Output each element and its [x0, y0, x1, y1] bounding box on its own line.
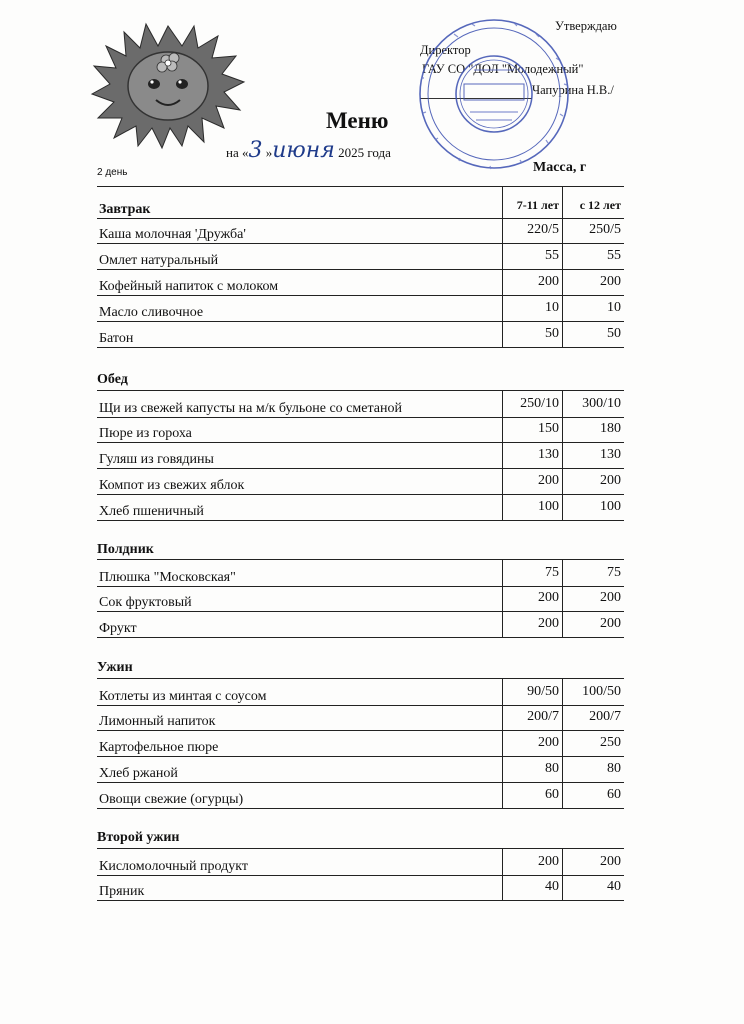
- dish-name: Фрукт: [99, 621, 137, 636]
- dish-name: Щи из свежей капусты на м/к бульоне со сметаной: [99, 401, 402, 416]
- mass-12-plus: 200: [562, 611, 624, 637]
- table-row: [97, 295, 624, 322]
- mass-7-11: 55: [502, 243, 562, 269]
- approval-position: Директор: [420, 43, 471, 57]
- mass-7-11: 75: [502, 560, 562, 586]
- mass-header: Масса, г: [533, 160, 587, 175]
- mass-12-plus: 200/7: [562, 704, 624, 730]
- table-row: [97, 559, 624, 587]
- dish-name: Пюре из гороха: [99, 426, 192, 441]
- date-month: июня: [272, 138, 335, 163]
- mass-7-11: 220/5: [502, 217, 562, 243]
- dish-name: Кофейный напиток с молоком: [99, 279, 279, 294]
- mass-12-plus: 10: [562, 295, 624, 321]
- mass-12-plus: 80: [562, 756, 624, 782]
- mass-7-11: 50: [502, 321, 562, 347]
- section-title-dinner: Ужин: [97, 660, 133, 675]
- mass-12-plus: 100/50: [562, 679, 624, 705]
- table-row: [97, 442, 624, 469]
- table-row: [97, 611, 624, 638]
- table-row: [97, 494, 624, 521]
- section-title-breakfast: Завтрак: [99, 202, 151, 217]
- date-day: 3: [248, 138, 263, 163]
- dish-name: Хлеб ржаной: [99, 766, 178, 781]
- section-title-second-dinner: Второй ужин: [97, 830, 180, 845]
- mass-12-plus: 250: [562, 730, 624, 756]
- mass-7-11: 200/7: [502, 704, 562, 730]
- mass-7-11: 90/50: [502, 679, 562, 705]
- table-row: [97, 321, 624, 348]
- mass-12-plus: 180: [562, 416, 624, 442]
- mass-7-11: 200: [502, 730, 562, 756]
- mass-7-11: 10: [502, 295, 562, 321]
- sun-logo-icon: [88, 18, 248, 150]
- mass-12-plus: 200: [562, 585, 624, 611]
- dish-name: Омлет натуральный: [99, 253, 219, 268]
- mass-7-11: 60: [502, 782, 562, 808]
- table-row: [97, 243, 624, 270]
- menu-title: Меню: [326, 108, 389, 133]
- section-title-snack: Полдник: [97, 542, 154, 557]
- table-row: [97, 217, 624, 244]
- table-row: [97, 704, 624, 731]
- signature-name: Чапурина Н.В./: [532, 83, 614, 97]
- mass-7-11: 80: [502, 756, 562, 782]
- approval-title: Утверждаю: [555, 19, 617, 33]
- round-stamp-icon: [414, 14, 574, 174]
- table-row: [97, 269, 624, 296]
- mass-7-11: 200: [502, 269, 562, 295]
- dish-name: Батон: [99, 331, 134, 346]
- mass-7-11: 250/10: [502, 391, 562, 417]
- mass-12-plus: 300/10: [562, 391, 624, 417]
- dish-name: Картофельное пюре: [99, 740, 219, 755]
- dish-name: Каша молочная 'Дружба': [99, 227, 246, 242]
- mass-12-plus: 50: [562, 321, 624, 347]
- dish-name: Гуляш из говядины: [99, 452, 214, 467]
- mass-12-plus: 60: [562, 782, 624, 808]
- date-prefix: на «: [226, 145, 249, 160]
- table-row: [97, 585, 624, 612]
- mass-12-plus: 200: [562, 269, 624, 295]
- date-line: [226, 138, 391, 163]
- dish-name: Сок фруктовый: [99, 595, 192, 610]
- mass-7-11: 200: [502, 849, 562, 875]
- dish-name: Компот из свежих яблок: [99, 478, 245, 493]
- section-title-lunch: Обед: [97, 372, 128, 387]
- dish-name: Кисломолочный продукт: [99, 859, 248, 874]
- table-row: [97, 848, 624, 876]
- dish-name: Лимонный напиток: [99, 714, 216, 729]
- mass-7-11: 130: [502, 442, 562, 468]
- col-header-7-11: 7-11 лет: [502, 187, 562, 218]
- mass-12-plus: 100: [562, 494, 624, 520]
- table-row: [97, 874, 624, 901]
- mass-12-plus: 250/5: [562, 217, 624, 243]
- mass-7-11: 40: [502, 874, 562, 900]
- breakfast-header-row: [97, 186, 624, 219]
- date-mid: »: [265, 145, 273, 160]
- mass-7-11: 200: [502, 585, 562, 611]
- mass-7-11: 150: [502, 416, 562, 442]
- date-year: 2025: [338, 145, 365, 160]
- table-row: [97, 390, 624, 418]
- day-label: 2 день: [97, 167, 128, 178]
- approval-organization: ГАУ СО "ДОЛ "Молодежный": [422, 62, 584, 76]
- dish-name: Плюшка "Московская": [99, 570, 236, 585]
- dish-name: Овощи свежие (огурцы): [99, 792, 244, 807]
- table-row: [97, 468, 624, 495]
- mass-12-plus: 200: [562, 468, 624, 494]
- table-row: [97, 678, 624, 706]
- table-row: [97, 756, 624, 783]
- table-row: [97, 730, 624, 757]
- dish-name: Котлеты из минтая с соусом: [99, 689, 267, 704]
- mass-12-plus: 55: [562, 243, 624, 269]
- mass-7-11: 200: [502, 611, 562, 637]
- col-header-12: с 12 лет: [562, 187, 624, 218]
- table-row: [97, 416, 624, 443]
- dish-name: Пряник: [99, 884, 145, 899]
- table-row: [97, 782, 624, 809]
- dish-name: Хлеб пшеничный: [99, 504, 204, 519]
- mass-7-11: 100: [502, 494, 562, 520]
- mass-7-11: 200: [502, 468, 562, 494]
- mass-12-plus: 40: [562, 874, 624, 900]
- mass-12-plus: 200: [562, 849, 624, 875]
- date-suffix: года: [367, 145, 391, 160]
- mass-12-plus: 75: [562, 560, 624, 586]
- dish-name: Масло сливочное: [99, 305, 204, 320]
- mass-12-plus: 130: [562, 442, 624, 468]
